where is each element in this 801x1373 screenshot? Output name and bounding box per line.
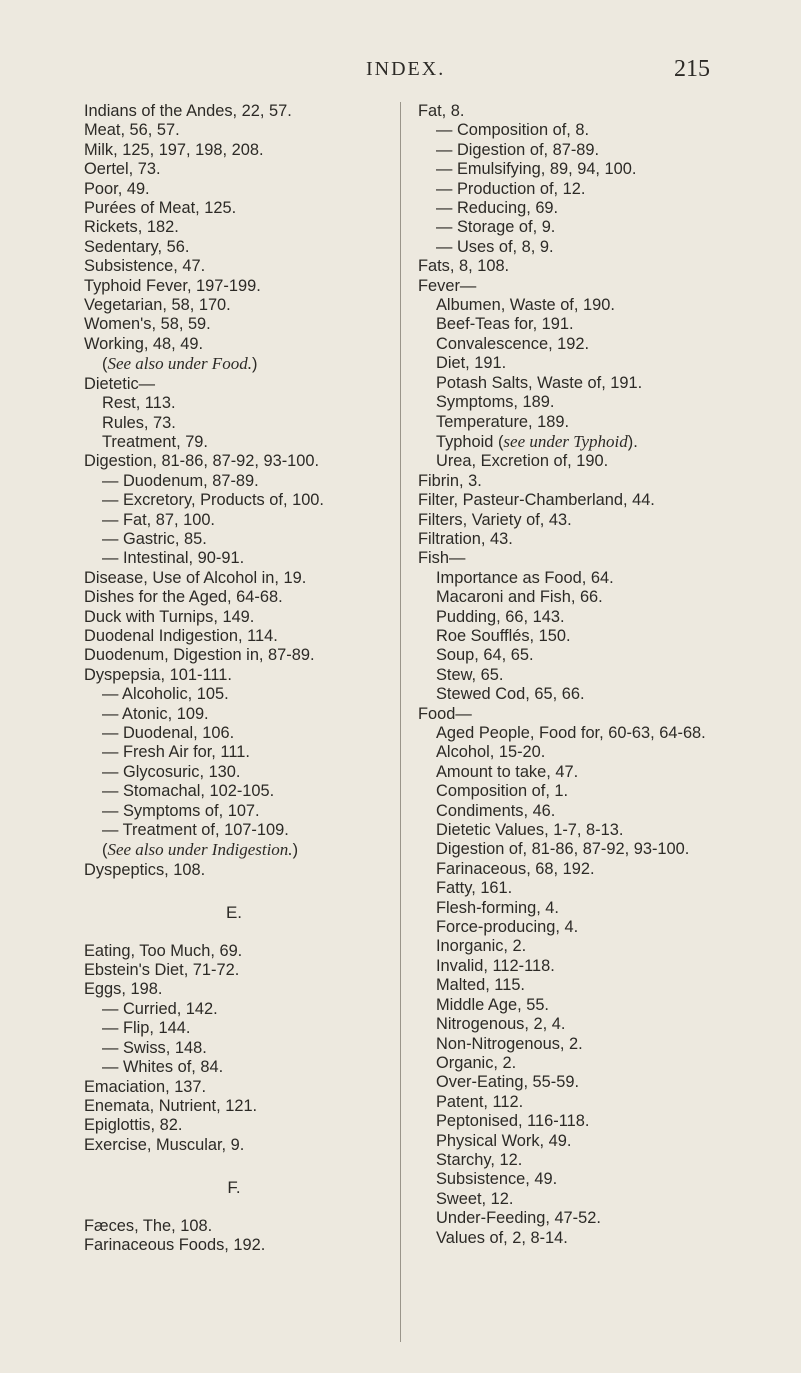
index-subentry: Malted, 115.	[436, 976, 525, 995]
index-subentry: Middle Age, 55.	[436, 995, 549, 1014]
index-column-right	[400, 102, 801, 1342]
index-entry: Fibrin, 3.	[418, 471, 482, 490]
index-entry: Subsistence, 47.	[84, 257, 206, 276]
index-subentry: — Intestinal, 90-91.	[84, 549, 384, 568]
index-subentry: Roe Soufflés, 150.	[436, 626, 571, 645]
index-subentry: Dietetic Values, 1-7, 8-13.	[436, 821, 624, 840]
index-entry: Fæces, The, 108.	[84, 1216, 213, 1235]
index-subentry: — Gastric, 85.	[84, 530, 384, 549]
index-subentry: Typhoid (see under Typhoid).	[436, 431, 638, 451]
index-cross-reference: (See also under Indigestion.)	[102, 840, 299, 860]
index-entry: Epiglottis, 82.	[84, 1116, 183, 1135]
index-subentry: Symptoms, 189.	[436, 393, 555, 412]
cross-reference-text: See also under Food.	[107, 354, 252, 374]
index-subentry: — Curried, 142.	[84, 1000, 384, 1019]
index-entry: Working, 48, 49.	[84, 334, 204, 353]
index-entry: Meat, 56, 57.	[84, 121, 180, 140]
index-entry: Duck with Turnips, 149.	[84, 607, 255, 626]
index-subentry: Organic, 2.	[436, 1053, 517, 1072]
index-subentry: Over-Eating, 55-59.	[436, 1073, 580, 1092]
index-entry: Fat, 8.	[418, 102, 465, 120]
index-subentry: Alcohol, 15-20.	[436, 743, 546, 762]
index-entry: Digestion, 81-86, 87-92, 93-100.	[84, 452, 320, 471]
index-subentry: Force-producing, 4.	[436, 918, 579, 937]
index-entry: Vegetarian, 58, 170.	[84, 296, 231, 315]
index-subentry: Stewed Cod, 65, 66.	[436, 685, 585, 704]
index-subentry: Soup, 64, 65.	[436, 646, 534, 665]
index-subentry: Aged People, Food for, 60-63, 64-68.	[436, 724, 706, 742]
index-entry: Dyspepsia, 101-111.	[84, 665, 232, 684]
index-subentry: — Uses of, 8, 9.	[418, 238, 801, 257]
index-entry: Enemata, Nutrient, 121.	[84, 1096, 258, 1115]
index-entry: Fever—	[418, 276, 477, 295]
index-entry: Rickets, 182.	[84, 218, 179, 237]
index-subentry: Importance as Food, 64.	[436, 568, 614, 587]
index-subentry: — Fresh Air for, 111.	[84, 743, 384, 762]
index-subentry: Convalescence, 192.	[436, 334, 590, 353]
index-subentry: Under-Feeding, 47-52.	[436, 1209, 601, 1228]
index-subentry: Invalid, 112-118.	[436, 956, 555, 975]
index-subentry: Beef-Teas for, 191.	[436, 315, 574, 334]
index-entry: Exercise, Muscular, 9.	[84, 1135, 245, 1154]
cross-reference-text: See also under Indigestion.	[107, 840, 293, 860]
index-entry: Eating, Too Much, 69.	[84, 941, 243, 960]
index-subentry: — Emulsifying, 89, 94, 100.	[418, 160, 801, 179]
running-head	[0, 58, 801, 88]
index-subentry: Diet, 191.	[436, 354, 507, 373]
index-subentry: — Flip, 144.	[84, 1019, 384, 1038]
section-letter: F.	[227, 1178, 241, 1198]
index-subentry: — Stomachal, 102-105.	[84, 782, 384, 801]
index-subentry: Fatty, 161.	[436, 879, 513, 898]
index-entry: Food—	[418, 704, 472, 723]
index-entry: Emaciation, 137.	[84, 1077, 207, 1096]
index-subentry: Urea, Excretion of, 190.	[436, 452, 609, 471]
index-subentry: Peptonised, 116-118.	[436, 1112, 590, 1131]
index-subentry: Nitrogenous, 2, 4.	[436, 1015, 566, 1034]
index-subentry: — Storage of, 9.	[418, 218, 801, 237]
index-entry: Fats, 8, 108.	[418, 257, 510, 276]
index-subentry: Composition of, 1.	[436, 782, 569, 801]
index-entry: Disease, Use of Alcohol in, 19.	[84, 568, 307, 587]
index-subentry: — Composition of, 8.	[418, 121, 801, 140]
index-entry: Ebstein's Diet, 71-72.	[84, 961, 240, 980]
index-subentry: Values of, 2, 8-14.	[436, 1228, 568, 1247]
index-subentry: Sweet, 12.	[436, 1189, 514, 1208]
page-number: 215	[674, 56, 710, 82]
index-subentry: Starchy, 12.	[436, 1150, 523, 1169]
index-entry: Duodenal Indigestion, 114.	[84, 626, 278, 645]
index-entry: Indians of the Andes, 22, 57.	[84, 102, 292, 120]
index-subentry: Patent, 112.	[436, 1092, 524, 1111]
index-subentry: — Fat, 87, 100.	[84, 511, 384, 530]
index-entry: Poor, 49.	[84, 179, 150, 198]
index-subentry: Physical Work, 49.	[436, 1131, 572, 1150]
index-subentry: — Production of, 12.	[418, 180, 801, 199]
index-subentry: Albumen, Waste of, 190.	[436, 296, 615, 315]
index-subentry: Stew, 65.	[436, 665, 504, 684]
section-letter: E.	[225, 903, 243, 923]
index-column-left	[84, 102, 384, 1255]
index-entry: Dishes for the Aged, 64-68.	[84, 588, 283, 607]
index-entry: Dietetic—	[84, 374, 156, 393]
index-subentry: — Reducing, 69.	[418, 199, 801, 218]
index-subentry: — Whites of, 84.	[84, 1058, 384, 1077]
index-subentry: — Duodenal, 106.	[84, 724, 384, 743]
index-subentry: — Alcoholic, 105.	[84, 685, 384, 704]
index-subentry: Rest, 113.	[102, 394, 176, 413]
index-entry: Duodenum, Digestion in, 87-89.	[84, 646, 315, 665]
index-subentry: — Glycosuric, 130.	[84, 763, 384, 782]
index-entry: Filter, Pasteur-Chamberland, 44.	[418, 491, 655, 510]
index-entry: Dyspeptics, 108.	[84, 860, 206, 879]
index-entry: Typhoid Fever, 197-199.	[84, 276, 261, 295]
index-entry: Women's, 58, 59.	[84, 315, 211, 334]
index-subentry: Subsistence, 49.	[436, 1170, 558, 1189]
index-subentry: — Atonic, 109.	[84, 705, 384, 724]
index-subentry: Non-Nitrogenous, 2.	[436, 1034, 583, 1053]
index-entry: Farinaceous Foods, 192.	[84, 1235, 266, 1254]
index-entry: Fish—	[418, 549, 466, 568]
index-entry: Eggs, 198.	[84, 980, 163, 999]
index-subentry: Inorganic, 2.	[436, 937, 527, 956]
index-subentry: Rules, 73.	[102, 413, 176, 432]
index-entry: Filters, Variety of, 43.	[418, 510, 572, 529]
index-subentry: — Symptoms of, 107.	[84, 802, 384, 821]
index-entry: Filtration, 43.	[418, 529, 513, 548]
index-subentry: — Duodenum, 87-89.	[84, 472, 384, 491]
index-subentry: Condiments, 46.	[436, 801, 556, 820]
index-subentry: Amount to take, 47.	[436, 762, 579, 781]
index-entry: Oertel, 73.	[84, 160, 161, 179]
index-entry: Purées of Meat, 125.	[84, 199, 237, 218]
index-subentry: — Excretory, Products of, 100.	[84, 491, 384, 510]
index-entry: Milk, 125, 197, 198, 208.	[84, 140, 264, 159]
index-entry: Sedentary, 56.	[84, 237, 190, 256]
index-subentry: Flesh-forming, 4.	[436, 898, 559, 917]
index-subentry: Pudding, 66, 143.	[436, 607, 565, 626]
index-cross-reference: (See also under Food.)	[102, 354, 258, 374]
index-subentry: Potash Salts, Waste of, 191.	[436, 373, 643, 392]
index-subentry: — Swiss, 148.	[84, 1039, 384, 1058]
index-subentry: Macaroni and Fish, 66.	[436, 588, 603, 607]
page-title: INDEX.	[366, 58, 446, 80]
index-subentry: Digestion of, 81-86, 87-92, 93-100.	[436, 840, 690, 859]
index-subentry: — Treatment of, 107-109.	[84, 821, 384, 840]
index-subentry: Temperature, 189.	[436, 412, 570, 431]
index-subentry: Farinaceous, 68, 192.	[436, 859, 595, 878]
index-subentry: Treatment, 79.	[102, 432, 208, 451]
index-subentry: — Digestion of, 87-89.	[418, 141, 801, 160]
